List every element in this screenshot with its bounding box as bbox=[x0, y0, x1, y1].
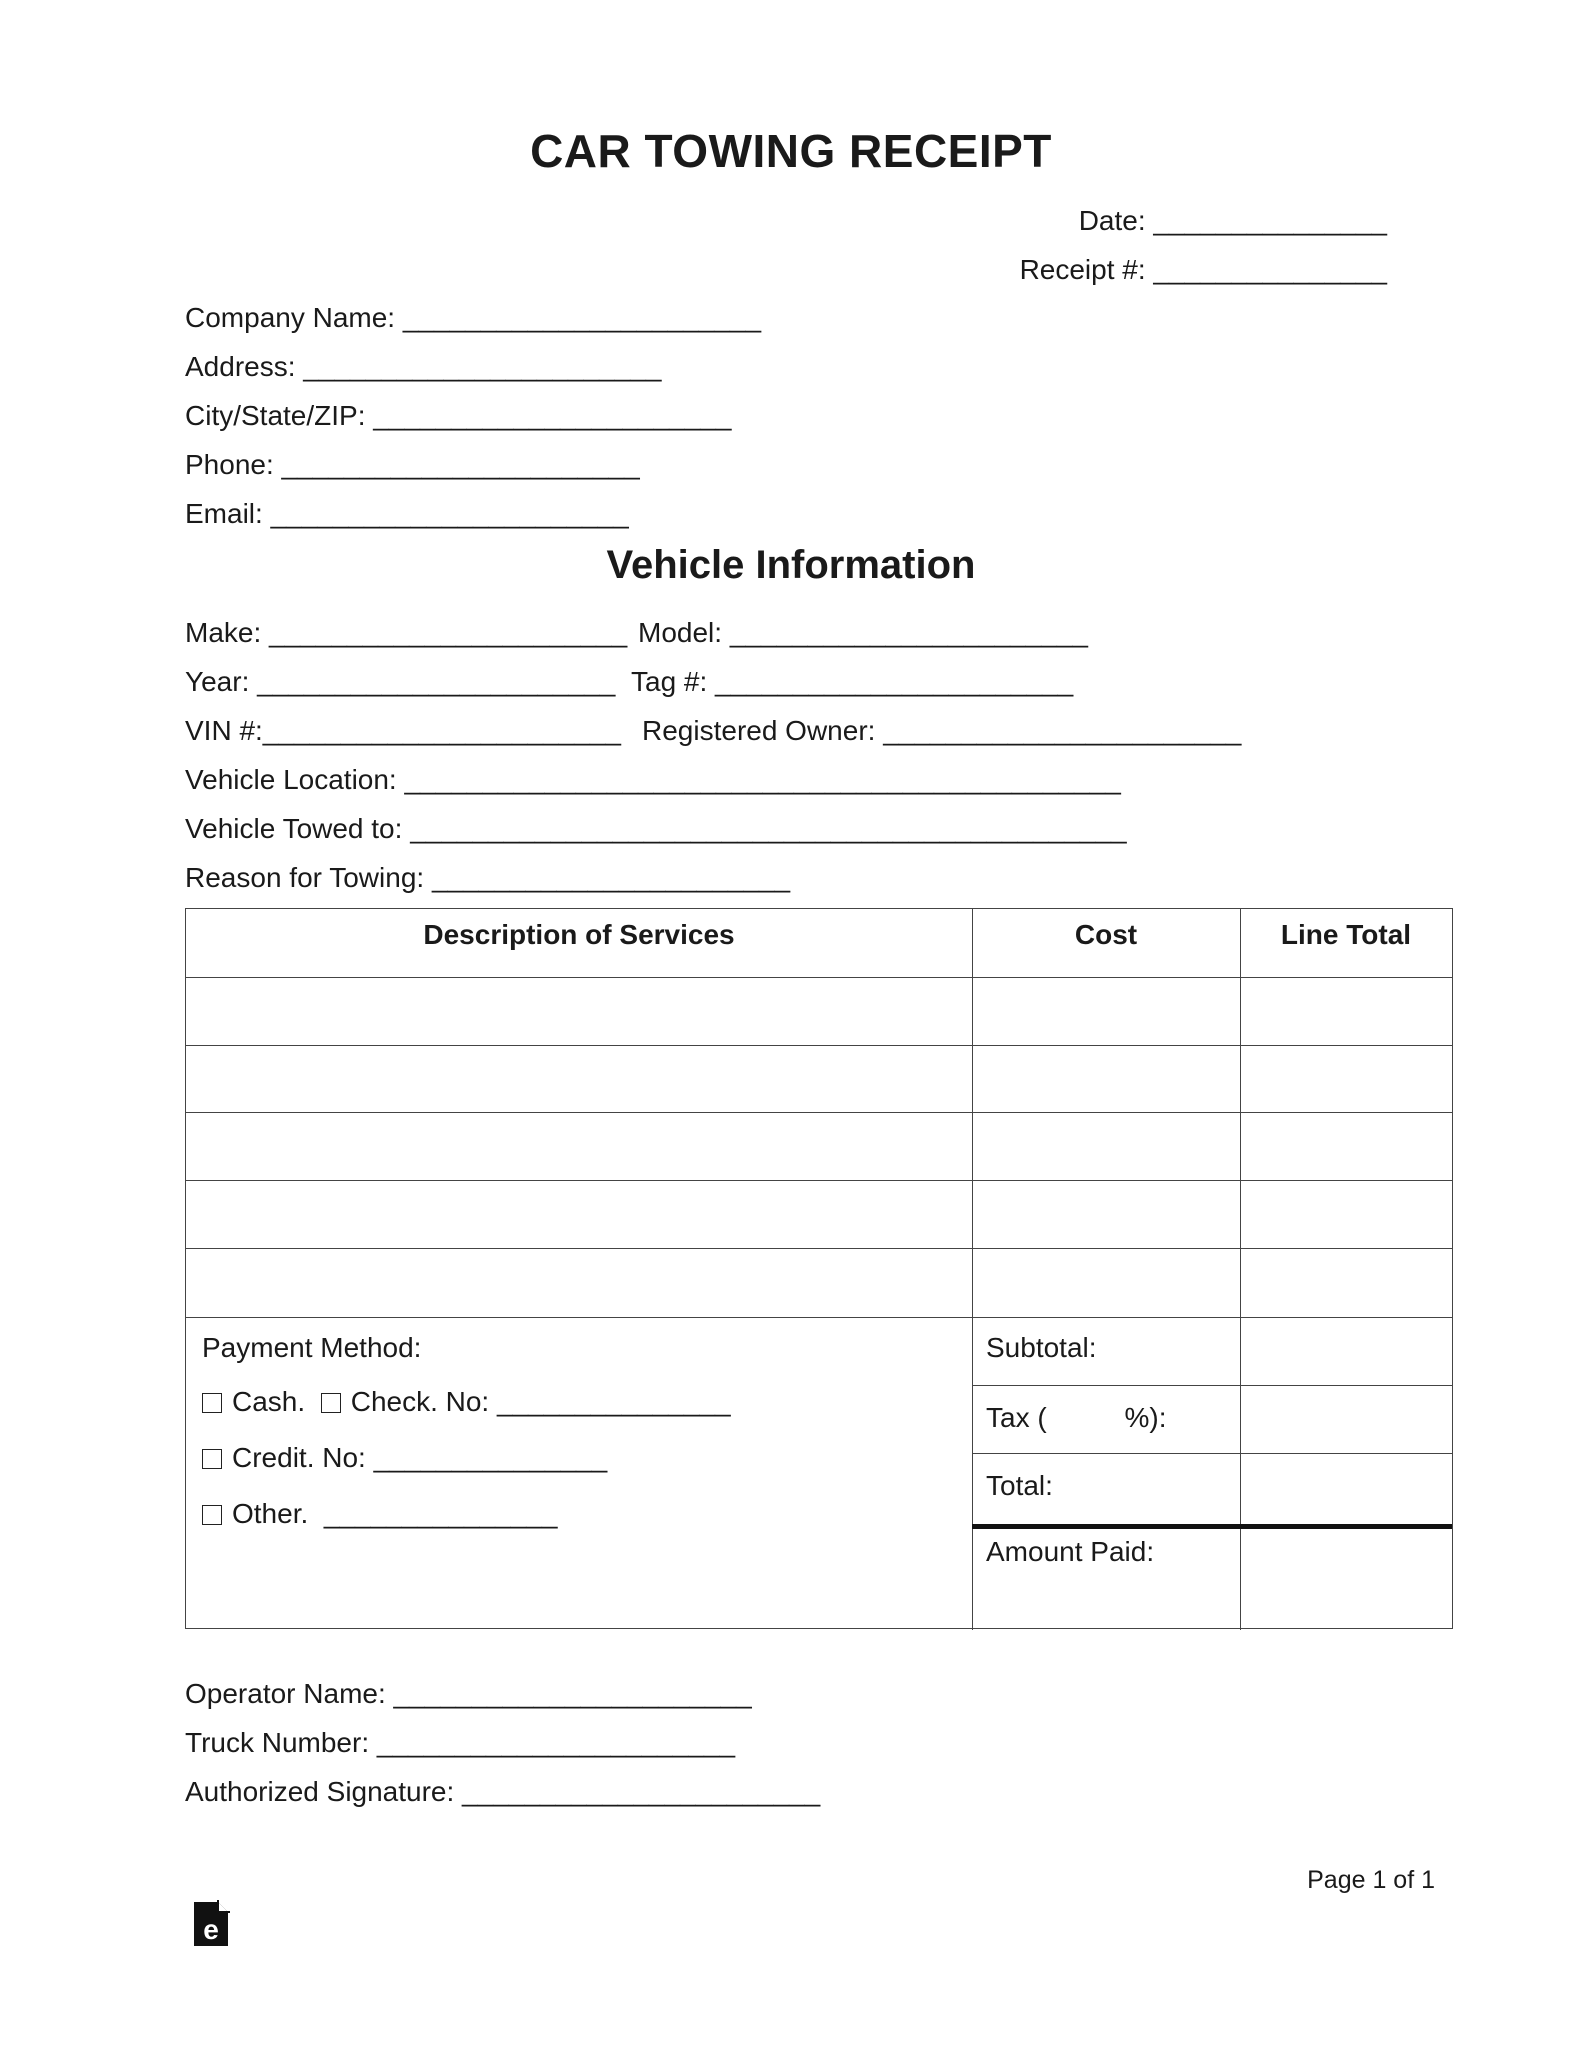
page-number: Page 1 of 1 bbox=[1307, 1866, 1435, 1894]
subtotal-label: Subtotal: bbox=[986, 1332, 1097, 1363]
payment-method-label: Payment Method: bbox=[202, 1332, 422, 1363]
table-divider bbox=[1240, 909, 1241, 1630]
year-field[interactable]: Year: _______________________ bbox=[185, 666, 616, 697]
check-label: Check. No: _______________ bbox=[350, 1386, 731, 1417]
city-state-zip-field[interactable]: City/State/ZIP: _______________________ bbox=[185, 400, 732, 431]
header-cost: Cost bbox=[1074, 919, 1138, 950]
phone-field[interactable]: Phone: _______________________ bbox=[185, 449, 640, 480]
credit-checkbox[interactable] bbox=[202, 1449, 222, 1469]
email-field[interactable]: Email: _______________________ bbox=[185, 498, 629, 529]
registered-owner-field[interactable]: Registered Owner: _______________________ bbox=[642, 715, 1242, 746]
authorized-signature-field[interactable]: Authorized Signature: _______________________ bbox=[185, 1776, 821, 1807]
document-title: CAR TOWING RECEIPT bbox=[530, 125, 1052, 177]
table-row-divider bbox=[186, 1317, 1452, 1318]
eforms-logo-icon bbox=[192, 1896, 230, 1948]
other-checkbox[interactable] bbox=[202, 1505, 222, 1525]
tag-field[interactable]: Tag #: _______________________ bbox=[631, 666, 1074, 697]
tax-label: Tax ( %): bbox=[986, 1402, 1167, 1433]
table-row-divider bbox=[972, 1453, 1452, 1454]
table-row-divider bbox=[186, 977, 1452, 978]
company-name-field[interactable]: Company Name: _______________________ bbox=[185, 302, 762, 333]
vehicle-information-heading: Vehicle Information bbox=[606, 543, 976, 587]
total-label: Total: bbox=[986, 1470, 1053, 1501]
payment-row-other bbox=[202, 1497, 557, 1531]
credit-label: Credit. No: _______________ bbox=[232, 1442, 608, 1473]
table-row-divider bbox=[186, 1180, 1452, 1181]
header-description: Description of Services bbox=[423, 919, 735, 950]
operator-name-field[interactable]: Operator Name: _______________________ bbox=[185, 1678, 752, 1709]
table-row-divider bbox=[972, 1385, 1452, 1386]
svg-text:e: e bbox=[203, 1914, 219, 1945]
other-label: Other. _______________ bbox=[232, 1498, 558, 1529]
table-row-divider bbox=[186, 1045, 1452, 1046]
payment-row-credit bbox=[202, 1441, 607, 1475]
header-line-total: Line Total bbox=[1280, 919, 1412, 950]
vehicle-location-field[interactable]: Vehicle Location: ______________________________________________ bbox=[185, 764, 1121, 795]
table-row-divider bbox=[186, 1112, 1452, 1113]
receipt-number-field[interactable]: Receipt #: _______________ bbox=[1019, 254, 1387, 285]
model-field[interactable]: Model: _______________________ bbox=[638, 617, 1088, 648]
amount-paid-label: Amount Paid: bbox=[986, 1536, 1155, 1567]
check-checkbox[interactable] bbox=[321, 1393, 341, 1413]
address-field[interactable]: Address: _______________________ bbox=[185, 351, 662, 382]
make-field[interactable]: Make: _______________________ bbox=[185, 617, 628, 648]
table-divider bbox=[972, 909, 973, 1630]
services-table bbox=[185, 908, 1453, 1629]
vin-field[interactable]: VIN #:_______________________ bbox=[185, 715, 621, 746]
date-field[interactable]: Date: _______________ bbox=[1078, 205, 1387, 236]
truck-number-field[interactable]: Truck Number: _______________________ bbox=[185, 1727, 736, 1758]
table-row-divider bbox=[186, 1248, 1452, 1249]
table-row-divider-thick bbox=[972, 1524, 1452, 1529]
vehicle-towed-to-field[interactable]: Vehicle Towed to: ______________________________________________ bbox=[185, 813, 1127, 844]
reason-for-towing-field[interactable]: Reason for Towing: _______________________ bbox=[185, 862, 791, 893]
cash-checkbox[interactable] bbox=[202, 1393, 222, 1413]
cash-label: Cash. bbox=[232, 1386, 306, 1417]
payment-row-cash-check bbox=[202, 1385, 731, 1419]
